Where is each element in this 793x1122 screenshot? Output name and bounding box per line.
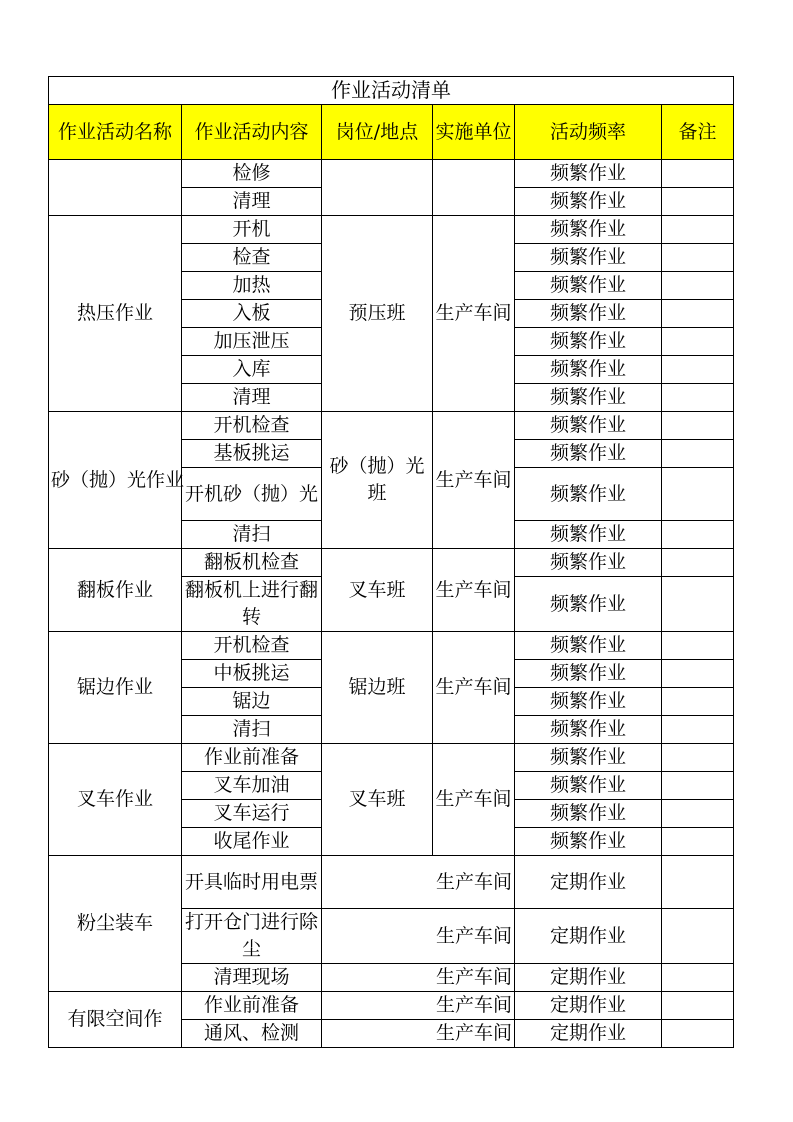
remarks-cell — [662, 188, 734, 216]
table-row — [49, 549, 734, 577]
activity-content-cell: 开机砂（抛）光 — [182, 468, 322, 521]
frequency-cell: 频繁作业 — [515, 440, 662, 468]
remarks-cell — [662, 216, 734, 244]
frequency-cell: 定期作业 — [515, 1020, 662, 1048]
table-row — [49, 412, 734, 440]
remarks-cell — [662, 356, 734, 384]
remarks-cell — [662, 716, 734, 744]
remarks-cell — [662, 992, 734, 1020]
remarks-cell — [662, 632, 734, 660]
frequency-cell: 频繁作业 — [515, 160, 662, 188]
remarks-cell — [662, 828, 734, 856]
frequency-cell: 定期作业 — [515, 909, 662, 964]
remarks-cell — [662, 549, 734, 577]
activity-content-cell: 加压泄压 — [182, 328, 322, 356]
unit-cell — [433, 160, 515, 216]
post-cell: 叉车班 — [322, 744, 433, 856]
post-cell — [322, 160, 433, 216]
activity-content-cell: 中板挑运 — [182, 660, 322, 688]
frequency-cell: 频繁作业 — [515, 300, 662, 328]
post-cell: 预压班 — [322, 216, 433, 412]
frequency-cell: 频繁作业 — [515, 188, 662, 216]
header-implementing-unit: 实施单位 — [433, 105, 515, 160]
activity-content-cell: 入库 — [182, 356, 322, 384]
activity-name-cell: 砂（抛）光作业 — [49, 412, 182, 549]
activity-content-cell: 基板挑运 — [182, 440, 322, 468]
table-row — [49, 216, 734, 244]
remarks-cell — [662, 800, 734, 828]
activity-content-cell: 收尾作业 — [182, 828, 322, 856]
frequency-cell: 频繁作业 — [515, 244, 662, 272]
remarks-cell — [662, 772, 734, 800]
remarks-cell — [662, 328, 734, 356]
activity-content-cell: 通风、检测 — [182, 1020, 322, 1048]
activity-content-cell: 翻板机上进行翻转 — [182, 577, 322, 632]
frequency-cell: 定期作业 — [515, 856, 662, 909]
activity-content-cell: 开机检查 — [182, 632, 322, 660]
activity-content-cell: 开机 — [182, 216, 322, 244]
unit-cell: 生产车间 — [433, 632, 515, 744]
activity-name-cell — [49, 160, 182, 216]
frequency-cell: 频繁作业 — [515, 744, 662, 772]
frequency-cell: 频繁作业 — [515, 660, 662, 688]
frequency-cell: 频繁作业 — [515, 549, 662, 577]
activity-name-cell: 锯边作业 — [49, 632, 182, 744]
activity-content-cell: 清理现场 — [182, 964, 322, 992]
frequency-cell: 频繁作业 — [515, 772, 662, 800]
header-remarks: 备注 — [662, 105, 734, 160]
remarks-cell — [662, 688, 734, 716]
unit-cell: 生产车间 — [322, 964, 515, 992]
unit-cell: 生产车间 — [433, 412, 515, 549]
activity-content-cell: 开具临时用电票 — [182, 856, 322, 909]
title-row — [49, 77, 734, 105]
frequency-cell: 频繁作业 — [515, 384, 662, 412]
activity-name-cell: 叉车作业 — [49, 744, 182, 856]
frequency-cell: 频繁作业 — [515, 632, 662, 660]
remarks-cell — [662, 384, 734, 412]
post-cell: 叉车班 — [322, 549, 433, 632]
activity-table — [48, 76, 734, 1048]
activity-name-cell: 有限空间作 — [49, 992, 182, 1048]
remarks-cell — [662, 909, 734, 964]
unit-cell: 生产车间 — [322, 856, 515, 909]
activity-content-cell: 检查 — [182, 244, 322, 272]
post-cell: 锯边班 — [322, 632, 433, 744]
frequency-cell: 频繁作业 — [515, 800, 662, 828]
unit-cell: 生产车间 — [433, 216, 515, 412]
activity-content-cell: 打开仓门进行除尘 — [182, 909, 322, 964]
frequency-cell: 定期作业 — [515, 992, 662, 1020]
remarks-cell — [662, 660, 734, 688]
remarks-cell — [662, 272, 734, 300]
remarks-cell — [662, 856, 734, 909]
table-row — [49, 992, 734, 1020]
frequency-cell: 频繁作业 — [515, 356, 662, 384]
remarks-cell — [662, 521, 734, 549]
frequency-cell: 频繁作业 — [515, 577, 662, 632]
remarks-cell — [662, 440, 734, 468]
activity-content-cell: 清理 — [182, 188, 322, 216]
activity-content-cell: 入板 — [182, 300, 322, 328]
activity-content-cell: 开机检查 — [182, 412, 322, 440]
activity-list-sheet — [48, 76, 733, 1044]
unit-cell: 生产车间 — [433, 744, 515, 856]
activity-content-cell: 叉车加油 — [182, 772, 322, 800]
remarks-cell — [662, 744, 734, 772]
unit-cell: 生产车间 — [433, 549, 515, 632]
unit-cell: 生产车间 — [322, 909, 515, 964]
frequency-cell: 频繁作业 — [515, 328, 662, 356]
unit-cell: 生产车间 — [322, 1020, 515, 1048]
activity-content-cell: 锯边 — [182, 688, 322, 716]
table-row — [49, 160, 734, 188]
header-post-location: 岗位/地点 — [322, 105, 433, 160]
activity-name-cell: 粉尘装车 — [49, 856, 182, 992]
activity-content-cell: 清扫 — [182, 521, 322, 549]
frequency-cell: 频繁作业 — [515, 412, 662, 440]
table-title: 作业活动清单 — [49, 77, 734, 105]
frequency-cell: 频繁作业 — [515, 272, 662, 300]
activity-name-cell: 翻板作业 — [49, 549, 182, 632]
remarks-cell — [662, 468, 734, 521]
activity-content-cell: 检修 — [182, 160, 322, 188]
activity-name-cell: 热压作业 — [49, 216, 182, 412]
activity-content-cell: 加热 — [182, 272, 322, 300]
remarks-cell — [662, 244, 734, 272]
frequency-cell: 定期作业 — [515, 964, 662, 992]
header-frequency: 活动频率 — [515, 105, 662, 160]
remarks-cell — [662, 300, 734, 328]
activity-content-cell: 清扫 — [182, 716, 322, 744]
table-row — [49, 856, 734, 909]
activity-content-cell: 翻板机检查 — [182, 549, 322, 577]
activity-content-cell: 作业前准备 — [182, 744, 322, 772]
remarks-cell — [662, 412, 734, 440]
table-row — [49, 632, 734, 660]
activity-content-cell: 叉车运行 — [182, 800, 322, 828]
unit-cell: 生产车间 — [322, 992, 515, 1020]
header-activity-content: 作业活动内容 — [182, 105, 322, 160]
header-activity-name: 作业活动名称 — [49, 105, 182, 160]
remarks-cell — [662, 577, 734, 632]
frequency-cell: 频繁作业 — [515, 716, 662, 744]
post-cell: 砂（抛）光班 — [322, 412, 433, 549]
table-row — [49, 744, 734, 772]
activity-content-cell: 作业前准备 — [182, 992, 322, 1020]
frequency-cell: 频繁作业 — [515, 216, 662, 244]
remarks-cell — [662, 160, 734, 188]
frequency-cell: 频繁作业 — [515, 828, 662, 856]
remarks-cell — [662, 964, 734, 992]
frequency-cell: 频繁作业 — [515, 468, 662, 521]
remarks-cell — [662, 1020, 734, 1048]
frequency-cell: 频繁作业 — [515, 688, 662, 716]
activity-content-cell: 清理 — [182, 384, 322, 412]
frequency-cell: 频繁作业 — [515, 521, 662, 549]
header-row — [49, 105, 734, 160]
